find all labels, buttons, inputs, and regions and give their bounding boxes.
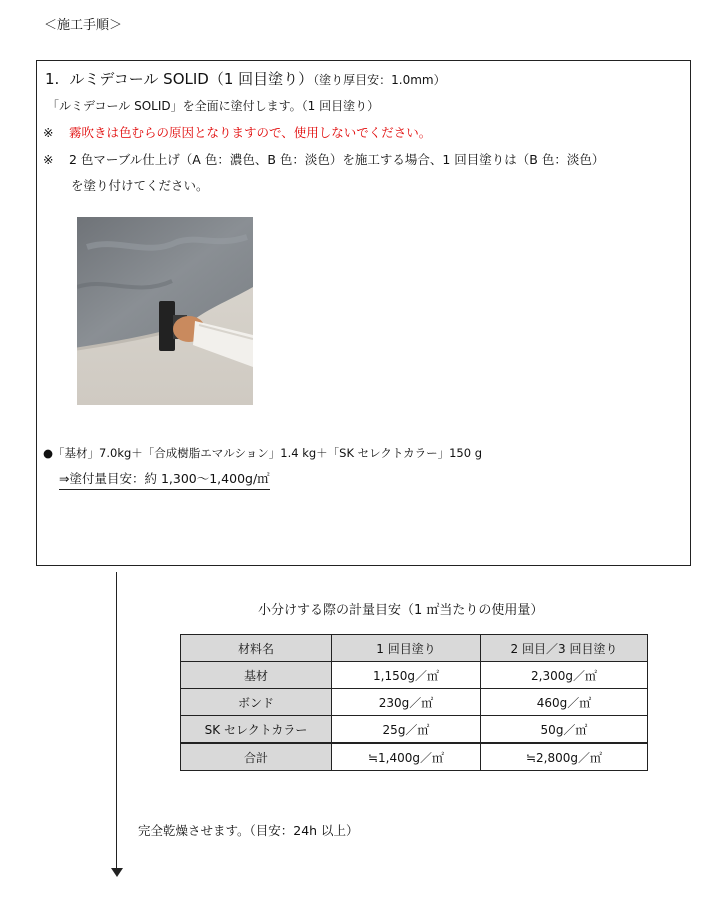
header-second-third-coat: 2 回目／3 回目塗り [481, 635, 648, 662]
table-row [181, 662, 648, 689]
coverage-estimate: ⇒塗付量目安：約 1,300〜1,400g/㎡ [59, 469, 270, 490]
warning-text-line2: を塗り付けてください。 [71, 178, 209, 193]
total-value-first: ≒1,400g／㎡ [332, 743, 481, 771]
row-label: SK セレクトカラー [181, 716, 332, 744]
flow-arrow-line [116, 572, 117, 870]
table-caption: 小分けする際の計量目安（1 ㎡当たりの使用量） [258, 603, 544, 618]
warning-marble [43, 150, 604, 168]
row-value-first: 1,150g／㎡ [332, 662, 481, 689]
procedure-heading: ＜施工手順＞ [44, 18, 123, 33]
warning-text-line1: 2 色マーブル仕上げ（A 色：濃色、B 色：淡色）を施工する場合、1 回目塗りは（B 色：淡色） [69, 152, 605, 167]
row-value-second: 2,300g／㎡ [481, 662, 648, 689]
total-value-second: ≒2,800g／㎡ [481, 743, 648, 771]
header-material: 材料名 [181, 635, 332, 662]
table-row [181, 689, 648, 716]
row-value-second: 50g／㎡ [481, 716, 648, 744]
warning-mark: ※ [43, 125, 54, 140]
measurement-table [180, 634, 648, 771]
header-first-coat: 1 回目塗り [332, 635, 481, 662]
table-total-row [181, 743, 648, 771]
row-value-first: 230g／㎡ [332, 689, 481, 716]
mix-ratio: ●「基材」7.0kg＋「合成樹脂エマルション」1.4 kg＋「SK セレクトカラー」150 g [43, 446, 482, 460]
table-header-row [181, 635, 648, 662]
flow-arrow-head [111, 868, 123, 877]
table-row [181, 716, 648, 744]
step-title [45, 68, 446, 89]
row-label: 基材 [181, 662, 332, 689]
step-number: 1. [45, 70, 60, 88]
row-label: ボンド [181, 689, 332, 716]
step-title-text: ルミデコール SOLID（1 回目塗り） [69, 70, 314, 88]
row-value-second: 460g／㎡ [481, 689, 648, 716]
final-step-text: 完全乾燥させます。（目安：24h 以上） [138, 823, 359, 838]
trowel-application-photo [77, 217, 253, 405]
warning-spray [43, 123, 431, 141]
thickness-note: （塗り厚目安：1.0mm） [313, 73, 446, 87]
row-value-first: 25g／㎡ [332, 716, 481, 744]
step-1-box [36, 60, 691, 566]
total-label: 合計 [181, 743, 332, 771]
step-description: 「ルミデコール SOLID」を全面に塗付します。（1 回目塗り） [47, 99, 380, 113]
warning-text: 霧吹きは色むらの原因となりますので、使用しないでください。 [69, 125, 432, 140]
warning-mark: ※ [43, 152, 54, 167]
